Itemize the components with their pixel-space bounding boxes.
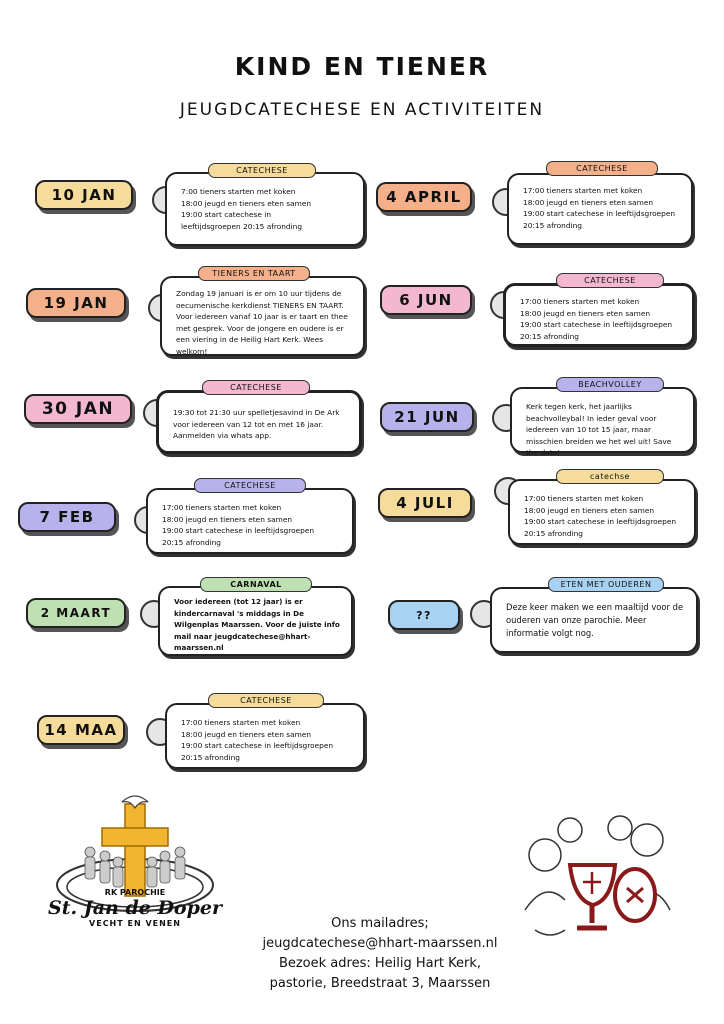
event-text: Voor iedereen (tot 12 jaar) is er kindercarnaval 's middags in De Wilgenplas Maarssen. Voor de juiste info mail naar jeugdcatechese@hhart-maarssen.nl xyxy=(174,597,340,652)
logo-line: RK PAROCHIE xyxy=(104,888,166,897)
parish-logo-text xyxy=(45,888,225,928)
event-line: 20:15 afronding xyxy=(520,331,579,341)
event-box xyxy=(156,390,362,454)
date-badge: 2 MAART xyxy=(26,598,126,628)
logo-line: VECHT EN VENEN xyxy=(89,919,181,928)
logo-line: St. Jan de Doper xyxy=(48,897,222,919)
date-badge: 4 JULI xyxy=(378,488,472,518)
event-box xyxy=(508,479,696,545)
event-box xyxy=(165,172,365,246)
event-line: 17:00 tieners starten met koken xyxy=(524,494,644,503)
event-tag: catechse xyxy=(556,469,664,484)
event-line: 18:00 jeugd en tieners eten samen xyxy=(524,505,655,515)
event-tag: CATECHESE xyxy=(202,380,310,395)
event-box xyxy=(158,586,353,656)
event-line: 17:00 tieners starten met koken xyxy=(162,503,282,512)
footer-line: Bezoek adres: Heilig Hart Kerk, xyxy=(278,956,482,971)
event-line: 7:00 tieners starten met koken xyxy=(181,187,296,196)
event-line: 19:00 start catechese in leeftijdsgroepen xyxy=(181,741,334,750)
event-tag: CATECHESE xyxy=(556,273,664,288)
date-badge: 4 APRIL xyxy=(376,182,472,212)
event-line: 18:00 jeugd en tieners eten samen xyxy=(181,729,312,739)
event-box xyxy=(510,387,695,457)
date-badge: ?? xyxy=(388,600,460,630)
contact-info xyxy=(240,914,520,994)
event-line: 20:15 afronding xyxy=(523,220,582,230)
date-badge: 14 MAA xyxy=(37,715,125,745)
footer-line: Ons mailadres; xyxy=(331,916,429,931)
date-badge: 10 JAN xyxy=(35,180,133,210)
event-box xyxy=(165,703,365,769)
date-badge: 7 FEB xyxy=(18,502,116,532)
date-badge: 19 JAN xyxy=(26,288,126,318)
event-text: Deze keer maken we een maaltijd voor de ouderen van onze parochie. Meer informatie volgt nog. xyxy=(506,602,684,638)
event-line: 18:00 jeugd en tieners eten samen xyxy=(523,197,654,207)
event-tag: CARNAVAL xyxy=(200,577,312,592)
footer-line: jeugdcatechese@hhart-maarssen.nl xyxy=(262,936,498,951)
event-box xyxy=(160,276,365,356)
event-tag: CATECHESE xyxy=(208,693,324,708)
date-badge: 30 JAN xyxy=(24,394,132,424)
event-tag: BEACHVOLLEY xyxy=(556,377,664,392)
event-tag: CATECHESE xyxy=(208,163,316,178)
event-line: 19:00 start catechese in xyxy=(181,210,272,219)
event-tag: CATECHESE xyxy=(194,478,306,493)
event-line: 20:15 afronding xyxy=(524,528,583,538)
event-text: Kerk tegen kerk, het jaarlijks beachvolleybal! In ieder geval voor iedereen van 10 tot 15 jaar, maar misschien breiden we het wel uit! Save the date! xyxy=(526,402,672,457)
event-line: 19:00 start catechese in leeftijdsgroepen xyxy=(524,517,677,526)
event-line: 19:00 start catechese in leeftijdsgroepen xyxy=(523,209,676,218)
event-text: Zondag 19 januari is er om 10 uur tijdens de oecumenische kerkdienst TIENERS EN TAART. Voor iedereen vanaf 10 jaar is er taart en thee met gesprek. Voor de jongere en oudere is er een viering in de Heilig Hart Kerk. Wees welkom! xyxy=(176,289,348,356)
event-tag: TIENERS EN TAART xyxy=(198,266,310,281)
event-line: 17:00 tieners starten met koken xyxy=(520,297,640,306)
event-box xyxy=(503,283,695,347)
event-tag: CATECHESE xyxy=(546,161,658,176)
event-line: 20:15 afronding xyxy=(162,537,221,547)
date-badge: 21 JUN xyxy=(380,402,474,432)
event-line: 17:00 tieners starten met koken xyxy=(181,718,301,727)
footer-line: pastorie, Breedstraat 3, Maarssen xyxy=(269,976,491,991)
event-box xyxy=(146,488,354,554)
event-box xyxy=(490,587,698,653)
event-line: 19:00 start catechese in leeftijdsgroepen xyxy=(162,526,315,535)
kids-chalice-icon xyxy=(515,810,675,950)
event-line: 18:00 jeugd en tieners eten samen xyxy=(162,514,293,524)
event-line: leeftijdsgroepen 20:15 afronding xyxy=(181,221,303,231)
event-line: 18:00 jeugd en tieners eten samen xyxy=(520,308,651,318)
event-box xyxy=(507,173,693,245)
event-line: 17:00 tieners starten met koken xyxy=(523,186,643,195)
page-title: KIND EN TIENER xyxy=(234,52,490,81)
event-text: 19:30 tot 21:30 uur spelletjesavind in De Ark voor iedereen van 12 tot en met 16 jaar. Aanmelden via whats app. xyxy=(173,408,340,440)
event-line: 20:15 afronding xyxy=(181,752,240,762)
date-badge: 6 JUN xyxy=(380,285,472,315)
page-subtitle: JEUGDCATECHESE EN ACTIVITEITEN xyxy=(179,100,545,120)
event-line: 19:00 start catechese in leeftijdsgroepen xyxy=(520,320,673,329)
event-line: 18:00 jeugd en tieners eten samen xyxy=(181,198,312,208)
event-tag: ETEN MET OUDEREN xyxy=(548,577,664,592)
